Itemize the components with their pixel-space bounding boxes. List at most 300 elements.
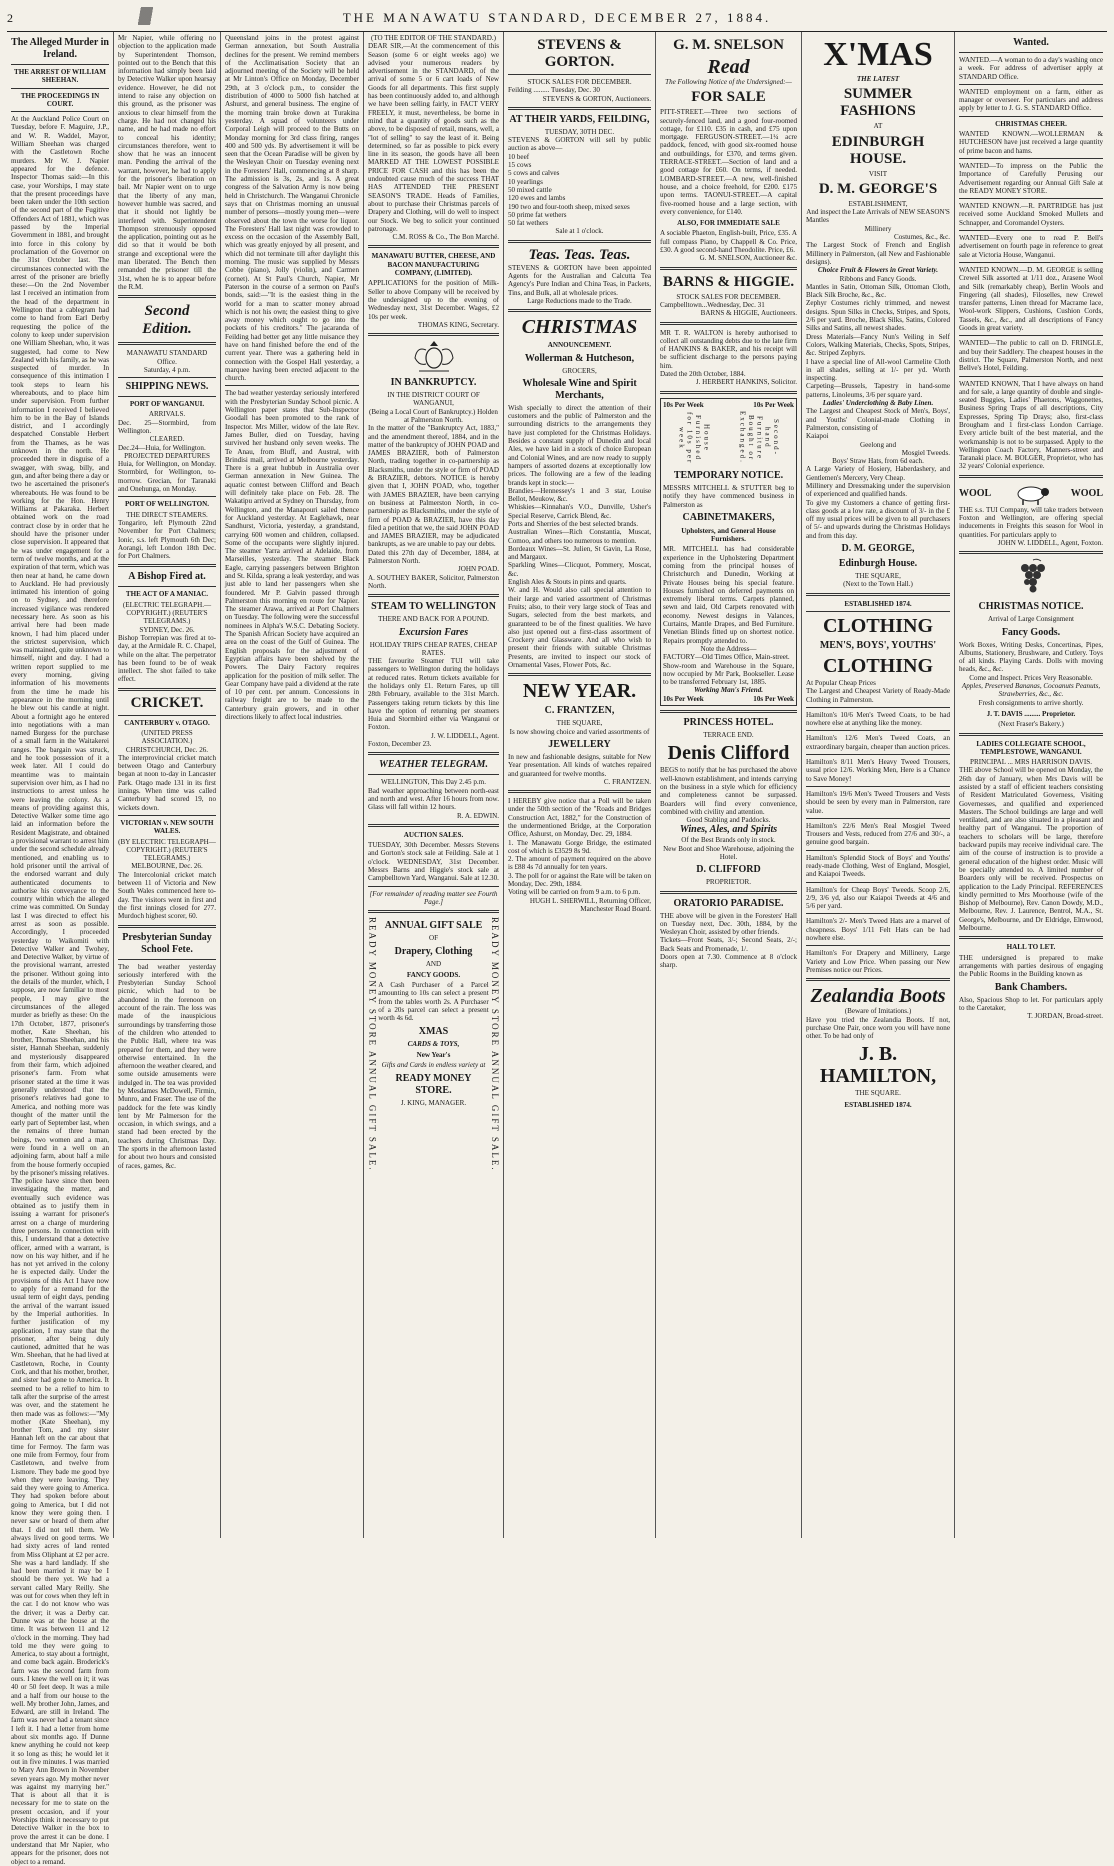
bordeaux-wines: Bordeaux Wines—St. Julien, St Gavin, La Rose, and Margaux.: [508, 544, 651, 562]
column-8: [955, 32, 1107, 1538]
zealandia-boots: Zealandia Boots: [810, 985, 946, 1008]
cleared-heading: CLEARED.: [149, 435, 185, 444]
bishop-place: SYDNEY, Dec. 26.: [139, 625, 195, 634]
ribbons: Ribbons and Fancy Goods.: [839, 274, 917, 283]
bankruptcy-sign: JOHN POAD.: [458, 565, 499, 574]
wanted-heading: Wanted.: [1013, 37, 1049, 48]
column-4: [364, 32, 504, 1538]
divider: [118, 295, 216, 298]
column-3: [221, 32, 364, 1538]
xmas-cards: CARDS & TOYS,: [407, 1039, 460, 1048]
george-name: D. M. GEORGE'S: [818, 180, 938, 197]
remainder-note: [For remainder of reading matter see Fourth Page.]: [369, 889, 498, 906]
hamilton-name: J. B. HAMILTON,: [819, 1043, 937, 1088]
bankruptcy-solicitor: A. SOUTHEY BAKER, Solicitor, Palmerston North.: [368, 573, 499, 590]
steam-subhead-2: HOLIDAY TRIPS CHEAP RATES, CHEAP RATES.: [369, 640, 498, 657]
yards-date: TUESDAY, 30TH DEC.: [544, 127, 615, 136]
per-week-row: [663, 401, 794, 409]
divider: [806, 913, 950, 914]
gift-sale-heading: ANNUAL GIFT SALE: [384, 920, 483, 932]
columns: [7, 32, 1107, 1866]
george-sign: D. M. GEORGE,: [841, 543, 915, 555]
fancy-goods-body: Work Boxes, Writing Desks, Concertinas, Pipes, Albums, Stationery, Brushware, and Cutlery. Toys of all kinds. Playing Cards. Dolls with moving heads, &c., &c.: [959, 640, 1103, 674]
george-square: THE SQUARE,: [855, 572, 901, 581]
princess-hotel-heading: PRINCESS HOTEL.: [683, 717, 774, 729]
teas-end: Large Reductions made to the Trade.: [527, 296, 632, 305]
visit: VISIT: [868, 169, 888, 178]
divider: [959, 84, 1103, 85]
auction-heading: AUCTION SALES.: [403, 830, 464, 839]
newspaper-page: [7, 5, 1107, 1866]
brandies: Brandies—Hennessey's 1 and 3 star, Louise Bellot, Meukow, &c.: [508, 486, 651, 504]
per-week-left-2: 10s Per Week: [663, 694, 704, 703]
upholsters: Upholsters, and General House Furnishers.: [681, 526, 776, 544]
poll-notice-time: Voting will be carried on from 9 a.m. to 6 p.m.: [508, 888, 641, 897]
immediate-sale-heading: ALSO, FOR IMMEDIATE SALE: [677, 219, 780, 228]
divider: [959, 262, 1103, 263]
latest: THE LATEST: [856, 75, 900, 83]
bishop-subhead: THE ACT OF A MANIAC.: [125, 590, 209, 599]
hamilton-2: Hamilton's 12/6 Men's Tweed Coats, an extraordinary bargain, cheaper than auction prices.: [806, 734, 950, 751]
presbyterian-body: The bad weather yesterday seriously interfered with the Presbyterian Sunday School picnic, which had to be abandoned in the forenoon on account of the rain. The loss was made of the inauspicious surroundings by transferring those of the children who attended to the Public Hall, where tea was prepared for them, and they were otherwise entertained. In the afternoon the weather cleared, and some outside amusements were indulged in. The tea was provided by Mesdames McDowell, Firmin, Munro, and Fraser. The use of the paddock for the fete was kindly lent by Mr Palmerson for the occasion, in which swings, and a stand had been erected by the teachers during Christmas Day. The sports in the afternoon lasted for about two hours and consisted of races, games, &c.: [118, 962, 216, 1170]
cricket-credit: (UNITED PRESS ASSOCIATION.): [141, 729, 193, 746]
clifford-sign: D. CLIFFORD: [696, 864, 761, 876]
clifford-body: BEGS to notify that he has purchased the above well-known establishment, and intends carrying on the business in a style which for efficiency and completeness cannot be surpassed. Boarders will find every convenience, combined with civility and attention.: [660, 766, 797, 816]
barns-higgie-heading: BARNS & HIGGIE.: [662, 273, 795, 290]
mens-boys-youths: MEN'S, BOYS', YOUTHS': [819, 639, 937, 651]
wool-left: WOOL: [959, 487, 992, 499]
divider: [806, 786, 950, 787]
snelson-sign: G. M. SNELSON, Auctioneer &c.: [699, 254, 797, 263]
wanted-7: WANTED KNOWN.—D. M. GEORGE is selling Crewel Silk assorted at 1/11 doz., Arasene Wool and Silk (remarkably cheap), Berlin Wools and Fingering (all shades), Filoselles, new Crewel transfer patterns, Linen thread for Macrame lace, Wool-work Slippers, Cushions, Cushion Cords, Tassels, &c., &c., and all descriptions of Fancy Goods in great variety.: [959, 265, 1103, 333]
butter-company-heading: MANAWATU BUTTER, CHEESE, AND BACON MANUFACTURING COMPANY, (LIMITED).: [371, 252, 496, 278]
xmas-heading: X'MAS: [823, 36, 933, 73]
wines-ales: Wines, Ales, and Spirits: [679, 824, 778, 836]
divider: [508, 673, 651, 676]
bankruptcy-court: IN THE DISTRICT COURT OF WANGANUI,: [387, 391, 480, 408]
divider: [118, 496, 216, 497]
establishment: ESTABLISHMENT,: [848, 199, 908, 208]
per-week-left: 10s Per Week: [663, 400, 704, 409]
jewellery-intro: Is now showing choice and varied assortments of: [509, 727, 650, 736]
editor-letter-heading: (TO THE EDITOR OF THE STANDARD.): [370, 34, 497, 42]
gift-sale-ad: [368, 917, 499, 1172]
principal: PRINCIPAL ... MRS HARRISON DAVIS.: [970, 758, 1092, 767]
hamilton-3: Hamilton's 8/11 Men's Heavy Tweed Trousers, usual price 12/6. Working Men, Here is a Chance to Save Money!: [806, 758, 950, 783]
presbyterian-headline: Presbyterian Sunday School Fete.: [122, 931, 212, 955]
per-week-row-2: [663, 695, 794, 703]
poll-notice-list: 1. The Manawatu Gorge Bridge, the estimated cost of which is £3529 8s 9d. 2. The amount of payment required on the above is £88 4s 7d annually for ten years. 3. The poll for or against the Rate will be taken on Monday, Dec. 29th, 1884.: [508, 838, 651, 889]
victoria-place: MELBOURNE, Dec. 26.: [131, 862, 203, 871]
christmas-notice: CHRISTMAS NOTICE.: [978, 601, 1084, 613]
direct-steamers: Tongariro, left Plymouth 22nd November for Port Chalmers; Ionic, s.s. left Plymouth 6th Dec; Aorangi, left London 18th Dec. for Port Chalmers.: [118, 518, 216, 561]
divider: [660, 391, 797, 394]
divider: [660, 267, 797, 270]
divider: [959, 376, 1103, 377]
second-hand-furniture: Second-hand Furniture Bought or Exchanged.: [738, 411, 780, 465]
divider: [368, 594, 499, 597]
costumes: Costumes, &c., &c.: [894, 233, 950, 242]
jewellery-sign: C. FRANTZEN.: [603, 777, 651, 786]
frantzen-square: THE SQUARE,: [556, 719, 603, 728]
bankruptcy-court-2: (Being a Local Court of Bankruptcy.) Holden at Palmerston North.: [369, 407, 498, 424]
column-7: [802, 32, 955, 1538]
barns-sale-line: Campbelltown...Wednesday, Dec. 31: [660, 300, 765, 309]
bankruptcy-heading: IN BANKRUPTCY.: [390, 377, 477, 389]
divider: [368, 333, 499, 336]
summer-fashions: SUMMER FASHIONS: [840, 86, 916, 120]
divider: [118, 815, 216, 816]
stevens-gorton-heading: STEVENS & GORTON.: [537, 37, 622, 70]
at: AT: [873, 122, 883, 131]
divider: [368, 245, 499, 248]
port-wellington: PORT OF WELLINGTON.: [124, 500, 210, 509]
weather-body: Bad weather approaching between north-east and north and west. After 16 hours from now. Glass will fall within 12 hours.: [368, 786, 499, 812]
wool-banner: [959, 482, 1103, 506]
divider: [368, 910, 499, 913]
hall-body: THE undersigned is prepared to make arrangements with parties desirous of engaging the Public Rooms in the Building known as: [959, 953, 1103, 979]
arrivals: Dec. 25—Stormbird, from Wellington.: [118, 418, 216, 435]
popular-prices: At Popular Cheap Prices: [806, 678, 876, 687]
local-news-2: The bad weather yesterday seriously interfered with the Presbyterian Sunday School picnic. A Wellington paper states that Sub-Inspector Goodall has been promoted to the rank of Inspector. Mrs Miller, widow of the late Rev. James Buller, died on Tuesday, having survived her husband only seven weeks. The Te Anau, from Bluff, and Austral, with Brindisi mail, arrived at Melbourne yesterday. There is a great hubbub in Australia over German annexation in New Guinea. The aquatic contest between Clifford and Beach will definitely take place on Feb. 28. The Wakatipu arrived at Sydney on Thursday, from Wellington, and the Manapouri sailed thence for Auckland yesterday. At Eaglehawk, near Sandhurst, Victoria, yesterday, a grandstand, carrying 600 women and children, collapsed. Some of the occupants were slightly injured. The steamer Yarra arrived at Adelaide, from Marseilles, yesterday. The steamer Black Eagle, carrying passengers between Brighton and St. Kilda, sprang a leak yesterday, and was just able to land her passengers when she foundered. Mr P. Galvin passed through Palmerston this morning en route for Napier. The steamer Arawa, arrived at Port Chalmers on Tuesday. The following were the successful nominees in Alpha's W.S.C. Debating Society. The Spanish African Society have acquired an area on the coast of the Gulf of Guinea. The English proposals for the adjustment of Egyptian affairs have been shelved by the Powers. The Dairy Factory requires application for the position of milk seller. The Gear Company have paid a dividend at the rate of 10 per cent. per annum. Concessions in railway freight are to be made to the Canterbury grain growers, and in other directions likely to affect local industries.: [225, 389, 359, 722]
poll-notice-sign: HUGH L. SHERWILL, Returning Officer, Manchester Road Board.: [529, 896, 651, 913]
wanted-8: WANTED—The public to call on D. FRINGLE, and buy their Saddlery. The cheapest houses in the district. The Square, Palmerston North, and next Bellve's Hotel, Feilding.: [959, 339, 1103, 373]
tui-body: THE s.s. TUI Company, will take traders between Foxton and Wellington, are offering special inducements in Freights this season for Wool in quantities. For particulars apply to: [959, 505, 1103, 539]
masthead-title: THE MANAWATU STANDARD, DECEMBER 27, 1884.: [342, 10, 772, 25]
wollerman-hutcheson: Wollerman & Hutcheson,: [524, 352, 635, 364]
divider: [118, 396, 216, 397]
divider: [118, 959, 216, 960]
bishop-credit: (ELECTRIC TELEGRAPH.—COPYRIGHT.) (REUTER'S TELEGRAMS.): [122, 600, 212, 626]
edinburgh-sign: Edinburgh House.: [838, 558, 918, 570]
weather-sign: R. A. EDWIN.: [457, 811, 499, 820]
yards-end: Sale at 1 o'clock.: [555, 227, 604, 236]
teas-body: STEVENS & GORTON have been appointed Agents for the Australian and Calcutta Tea Agency's Pure Indian and China Teas, in Packets, Tins, and Bulk, all at wholesale prices.: [508, 263, 651, 297]
bishop-body: Bishop Torrepian was fired at to-day, at the Armidale R. C. Chapel, while on the altar. The perpetrator has been found to be of weak intellect. The shot failed to take effect.: [118, 633, 216, 684]
for-sale-heading: FOR SALE: [691, 89, 766, 106]
divider: [11, 111, 109, 112]
murder-subhead: THE ARREST OF WILLIAM SHEEHAN.: [14, 68, 106, 85]
clothing-body: The Largest and Cheapest Variety of Ready-Made Clothing in Palmerston.: [806, 687, 950, 704]
mantles: Mantles: [806, 216, 829, 225]
wines-brands: Of the Best Brands only in stock.: [681, 836, 776, 845]
inspect-arrivals: And inspect the Late Arrivals of NEW SEASON'S: [806, 208, 950, 217]
ready-money-manager: J. KING, MANAGER.: [400, 1098, 467, 1107]
clothing-heading-2: CLOTHING: [822, 654, 934, 677]
new-years: New Year's: [416, 1050, 451, 1059]
fruit-flowers: Choice Fruit & Flowers in Great Variety.: [817, 266, 939, 275]
factory-address: FACTORY—Old Times Office, Main-street.: [663, 653, 790, 662]
wholesale-wine: Wholesale Wine and Spirit Merchants,: [522, 377, 637, 401]
fancy-goods: Fancy Goods.: [1001, 626, 1061, 638]
divider: [368, 824, 499, 827]
kaiapoi: Kaiapoi: [806, 432, 829, 441]
divider: [806, 611, 950, 612]
george-body-6: Carpeting—Brussels, Tapestry in hand-some patterns, Linoleums, 3/6 per square yard.: [806, 382, 950, 399]
wanted-4: WANTED—To impress on the Public the Importance of Carefully Perusing our Advertisement regarding our Annual Gift Sale at the READY MONEY STORE.: [959, 161, 1103, 195]
wool-right: WOOL: [1070, 487, 1103, 499]
english-ales: English Ales & Stouts in pints and quarts.: [508, 578, 627, 587]
divider: [959, 116, 1103, 117]
butter-company-body: APPLICATIONS for the position of Milk-Seller to above Company will be received by the undersigned up to the evening of Wednesday next, 31st December. Wages, £2 10s per week.: [368, 279, 499, 321]
denis-clifford: Denis Clifford: [667, 742, 790, 765]
murder-article-continued: Mr Napier, while offering no objection to the application made by Superintendent Thomson, pointed out to the Bench that this information had simply been laid by Detective Walker upon hearsay evidence. However, he did not intend to raise any objection on this ground, as the prisoner was anxious to clear himself from the charge. He had not changed his name, and he had made no effort to conceal his identity; circumstances therefore, went to show that he was an innocent man. Pending the arrival of the warrant, however, he had to apply for the prisoner's liberation on bail. Mr Napier went on to urge that the liberty of any man, however humble was sacred, and that it should not lightly be interfered with. Superintendent Thompson strenuously opposed the application, pointing out as he did so that it would be both strange and exceptional were the man liberated. The Bench then remanded the prisoner till the 31st, when he is to appear before the R.M.: [118, 34, 216, 291]
gift-sale-body: A Cash Purchaser of a Parcel amounting to 10s can select a present from the tables worth 2s. A Purchaser of a 20s parcel can select a present worth 4s 6d.: [378, 981, 489, 1023]
cricket-body: The interprovincial cricket match between Otago and Canterbury began at noon to-day in Lancaster Park. Otago made 131 in its first innings. When time was called Canterbury had scored 19, no wickets down.: [118, 753, 216, 812]
hamilton-6: Hamilton's Splendid Stock of Boys' and Youths' ready-made Clothing, West of England, Mosgiel, and Kaiapoi Tweeds.: [806, 853, 950, 879]
divider: [806, 754, 950, 755]
established-1874-2: ESTABLISHED 1874.: [844, 1100, 912, 1109]
divider: [959, 52, 1103, 53]
divider: [11, 64, 109, 65]
whiskies: Whiskies—Kinnahan's V.O., Dunville, Usher's Special Reserve, Carrick Blend, &c.: [508, 503, 651, 520]
sparkling-wines: Sparkling Wines—Clicquot, Pommery, Moscat, &c.: [508, 561, 651, 578]
editor-letter-sign: C.M. ROSS & Co., The Bon Marché.: [392, 233, 499, 242]
divider: [118, 715, 216, 716]
column-6: [656, 32, 802, 1538]
jewellery-body: In new and fashionable designs, suitable for New Year presentation. All kinds of watches repaired and guaranteed for twelve months.: [508, 752, 651, 778]
walton-date: Dated the 20th October, 1884.: [660, 370, 746, 379]
office-line: MANAWATU STANDARD Office.: [126, 349, 208, 366]
column-1: [7, 32, 114, 1866]
divider: [660, 322, 797, 325]
editor-letter-body: DEAR SIR,—At the commencement of this Season (some 6 or eight weeks ago) we advised your numerous readers by advertisement in the STANDARD, of the arrival of some 5 or 6 cart loads of New Goods for all departments. This first supply has been continuously added to, and although we have been selling fairly, in FACT VERY FREELY, it must, nevertheless, be borne in mind that a quantity of goods such as the above, to be disposed of retail, means, well, a "lot of selling" to say the least of it. Being determined, so far as possible to pick every line in its season, the goods have all been MARKED AT THE LOWEST POSSIBLE PRICE FOR CASH and this has been the undoubted cause much of the success THAT HAS ATTENDED THE PRESENT SEASON'S TRADE. Heads of Families, about to purchase their Christmas parcels of Drapery and Clothing, will do well to inspect our Stock. We beg to solicit your continued patronage.: [368, 42, 499, 233]
projected: Huia, for Wellington, on Monday. Stormbird, for Wellington, to-morrow. Grecian, for Taranaki and Onehunga, on Monday.: [118, 460, 216, 494]
divider: [118, 342, 216, 345]
hamilton-7: Hamilton's for Cheap Boys' Tweeds. Scoop 2/6, 2/9, 3/6 yd, also our Kaiapoi Tweeds at 4/6 and 5/6 per yard.: [806, 885, 950, 911]
established-1874: ESTABLISHED 1874.: [844, 599, 912, 608]
cleared: Dec.24—Huia, for Wellington.: [118, 443, 206, 452]
bankruptcy-date: Dated this 27th day of December, 1884, at Palmerston North.: [368, 548, 499, 566]
feilding-sale-line: Feilding ......... Tuesday, Dec. 30: [508, 86, 600, 95]
office-time: Saturday, 4 p.m.: [143, 365, 191, 374]
ladies-college-heading: LADIES COLLEGIATE SCHOOL, TEMPLESTOWE, WANGANUI.: [976, 739, 1086, 756]
column-5: [504, 32, 656, 1538]
column-2: [114, 32, 221, 1538]
millinery: Millinery: [864, 224, 892, 233]
oratorio-heading: ORATORIO PARADISE.: [673, 897, 784, 909]
cabinetmakers: CABINETMAKERS,: [682, 511, 775, 523]
stabling: Good Stabling and Paddocks.: [686, 816, 771, 825]
gift-sale-of: OF: [428, 934, 439, 943]
divider: [660, 710, 797, 713]
george-body-7: The Largest and Cheapest Stock of Men's, Boys', and Youths' Colonial-made Clothing in Palmerston, consisting of: [806, 407, 950, 432]
divider: [118, 925, 216, 928]
grocers: GROCERS,: [562, 366, 597, 375]
gift-sale-and: AND: [425, 959, 442, 968]
weather-place: WELLINGTON, This Day 2.45 p.m.: [381, 778, 486, 787]
yards-body: STEVENS & GORTON will sell by public auction as above—: [508, 136, 651, 153]
divider: [368, 752, 499, 755]
hall-sign: T. JORDAN, Broad-street.: [1027, 1012, 1103, 1021]
second-edition-heading: Second Edition.: [142, 303, 192, 338]
divider: [959, 198, 1103, 199]
per-week-vertical: [663, 409, 794, 467]
walton-sign: J. HERBERT HANKINS, Solicitor.: [695, 378, 797, 387]
steam-body: THE favourite Steamer TUI will take passengers to Wellington during the holidays at reduced rates. Return tickets available for the holidays only £1. Return Fares, up till 28th February, available to the 31st March. Passengers taking return tickets by this line have the option of returning per steamers Huia and Stormbird either via Wanganui or Foxton.: [368, 657, 499, 732]
wanted-6: WANTED—Every one to read P. Bell's advertisement on fourth page in reference to great sale at Victoria House, Wanganui.: [959, 234, 1103, 259]
george-body-10: To give my Customers a chance of getting first-class goods at a low rate, a discount of 3/- in the £ off my usual prices will be given to all purchasers of 5/- and upwards during the Christmas Holidays and from this day.: [806, 498, 950, 540]
jewellery-heading: JEWELLERY: [548, 738, 611, 750]
hamilton-9: Hamilton's For Drapery and Millinery, Large Variety and Low Price. When passing our New Premises notice our Prices.: [806, 949, 950, 974]
george-body-1: The Largest Stock of French and English Millinery in Palmerston, (all New and Fashionable designs).: [806, 241, 951, 266]
divider: [508, 790, 651, 793]
divider: [660, 891, 797, 894]
divider: [959, 733, 1103, 736]
snelson-heading: G. M. SNELSON: [673, 37, 784, 53]
poll-notice-body: I HEREBY give notice that a Poll will be taken under the 50th section of the "Roads and Bridges Construction Act, 1882," for the Construction of the undermentioned Bridge, at the Corporation Office, Ashurst, on Monday, Dec. 29, 1884.: [508, 797, 651, 839]
hamilton-1: Hamilton's 10/6 Men's Tweed Coats, to be had nowhere else at anything like the money.: [806, 710, 950, 728]
notice-intro: The Following Notice of the Undersigned:—: [665, 78, 792, 86]
xmas-heading: XMAS: [418, 1025, 449, 1037]
christmas-cheer: CHRISTMAS CHEER.: [995, 119, 1067, 128]
stevens-gorton-sign: STEVENS & GORTON, Auctioneers.: [542, 94, 651, 103]
victoria-credit: (BY ELECTRIC TELEGRAPH—COPYRIGHT.) (REUTER'S TELEGRAMS.): [118, 837, 216, 863]
local-news-1: Queensland joins in the protest against German annexation, but South Australia declines for the present. We remind members of the Acclimatisation Society that an adjourned meeting of the Society will be held at Mr Linton's Office on Monday, December 29th, at 3 o'clock p.m., to consider the distribution of 4000 to 5000 fish hatched at Ashurst, and general business. The engine of the morning train broke down at Turakina yesterday. A squad of volunteers under Corporal Leigh will proceed to the Butts on Monday morning for 3rd class firing, ranges 400 and 500 yds. By advertisement it will be seen that the Ocean Paradise will be given by the Wesleyan Choir on Tuesday evening next in the Foresters' Hall, commencing at 8 sharp. The admission is 3s, 2s, and 1s. A great congress of the Salvation Army is now being held in Christchurch. The Wanganui Chronicle says that on Christmas morning an unusual number of persons—mostly young men—were observed about the town the worse for liquor. The Foresters' Hall last night was crowded to excess on the occasion of the Assembly Ball, which was greatly enjoyed by all present, and which did not terminate till after daylight this morning. The music was supplied by Messrs Cobbe (piano), Jolly (violin), and Carmen (cornet). At St Paul's Church, Napier, Mr Paterson in the course of a sermon on Paul's bonds, said:—"It is the easiest thing in the world for a man to scatter money abroad which is not his own; the easiest thing to give away money which ought to go into the pockets of his creditors." The jacaranda of Feilding had better get any little nuisance they have on hand finished before the end of the current year. There was a gathering held in connection with the Gospel Hall yesterday, a marquee having been erected adjacent to the church.: [225, 34, 359, 383]
excursion-fares: Excursion Fares: [398, 626, 469, 638]
bankruptcy-body: In the matter of the "Bankruptcy Act, 1883," and the amendment thereof, 1884, and in the matter of the bankruptcy of JOHN POAD and JAMES BRAZIER, both of Palmerston North, trading together in co-partnership as Blacksmiths, under the style or firm of POAD & BRAZIER, debtors. NOTICE is hereby given that I, JOHN POAD, who, together with JAMES BRAZIER, have been carrying on business at Palmerston North, in co-partnership as Blacksmiths, under the style of firm of POAD & BRAZIER, have this day filed a petition that we, the said JOHN POAD and JAMES BRAZIER, may be adjudicated bankrupts, as we are unable to pay our debts.: [368, 424, 499, 549]
divider: [959, 551, 1103, 554]
torn-corner: [67, 7, 187, 25]
frantzen-name: C. FRANTZEN,: [544, 705, 615, 717]
davis-location: (Next Fraser's Bakery.): [998, 720, 1064, 729]
barns-stock-heading: STOCK SALES FOR DECEMBER.: [676, 292, 781, 301]
house-furnished: House Furnished for 10s per week: [677, 411, 711, 465]
hamilton-8: Hamilton's 2/- Men's Tweed Hats are a marvel of cheapness. Boys' 1/11 Felt Hats can be had nowhere else.: [806, 917, 950, 943]
mosgiel: Mosgiel Tweeds.: [901, 448, 950, 457]
hamilton-4: Hamilton's 19/6 Men's Tweed Trousers and Vests should be seen by every man in Palmerston, rare value.: [806, 789, 950, 815]
working-mans-friend: Working Man's Friend.: [693, 686, 764, 695]
divider: [508, 309, 651, 312]
temporary-notice-heading: TEMPORARY NOTICE.: [673, 469, 784, 481]
gift-sale-fancy: FANCY GOODS.: [406, 970, 461, 979]
divider: [368, 774, 499, 775]
masthead: [7, 5, 1107, 32]
divider: [508, 74, 651, 75]
hall-body-2: Also, Spacious Shop to let. For particulars apply to the Caretaker,: [959, 995, 1103, 1012]
divider: [806, 978, 950, 981]
wanted-3: WANTED KNOWN.—WOLLERMAN & HUTCHESON have just received a large quantity of prime bacon and hams.: [959, 130, 1103, 155]
george-body-5: I have a special line of All-wool Carmelite Cloth in all shades, selling at 1/- per yd. Worth inspecting.: [806, 357, 950, 383]
australian-wines: Australian Wines—Rich Constantia, Muscat, Comoo, and others too numerous to mention.: [508, 528, 651, 545]
divider: [959, 475, 1103, 478]
george-body-4: Dress Materials—Fancy Nun's Veiling in Self Colors, Walking Materials, Checks, Spots, Stripes, &c. Striped Zephyrs.: [806, 332, 950, 358]
divider: [508, 240, 651, 243]
divider: [118, 564, 216, 567]
ports-sherries: Ports and Sherries of the best selected brands.: [508, 519, 639, 528]
yards-heading: AT THEIR YARDS, FEILDING,: [509, 113, 650, 125]
divider: [806, 945, 950, 946]
wanted-1: WANTED.—A woman to do a day's washing once a week. For address of advertiser apply at STANDARD Office.: [959, 56, 1103, 81]
auction-body: TUESDAY, 30th December. Messrs Stevens and Gorton's stock sale at Feilding. Sale at 1 o'clock. WEDNESDAY, 31st December. Messrs Barns and Higgie's stock sale at Campbelltown Yard, Wanganui. Sale at 12.30.: [368, 841, 499, 883]
divider: [806, 850, 950, 851]
christmas-heading: CHRISTMAS: [521, 316, 638, 339]
hall-to-let-heading: HALL TO LET.: [1006, 943, 1056, 952]
yards-list: 10 beef 15 cows 5 cows and calves 10 yearlings 50 mixed cattle 120 ewes and lambs 190 two and four-tooth sheep, mixed sexes 50 prime fat wethers 50 fat wethers: [508, 152, 630, 228]
direct-steamers-heading: THE DIRECT STEAMERS.: [126, 510, 208, 519]
teas-heading: Teas. Teas. Teas.: [528, 246, 631, 263]
wanted-5: WANTED KNOWN.—R. PARTRIDGE has just received some Auckland Smoked Mullets and Schnapper, and Coromandel Oysters.: [959, 202, 1103, 227]
clifford-proprietor: PROPRIETOR.: [705, 878, 751, 887]
sheep-icon: [1009, 482, 1053, 506]
weather-heading: WEATHER TELEGRAM.: [379, 759, 488, 771]
george-body-3: Zephyr Costumes richly trimmed, and newest designs. Spun Silks in Checks, Stripes, and Spots, 2/6 per yard. Broche, Black Silks, Satins, Colored Silks and Satins, all newest shades.: [806, 299, 950, 333]
george-body-8: A Large Variety of Hosiery, Haberdashery, and Gentlemen's Mercery, Very Cheap.: [806, 465, 950, 482]
george-body-2: Mantles in Satin, Ottoman Silk, Ottoman Cloth, Black Silk Broche, &c., &c.: [806, 282, 950, 300]
steam-sign: J. W. LIDDELL, Agent.: [431, 731, 499, 740]
note-address: Note the Address—: [700, 644, 757, 653]
wollerman-body: Wish specially to direct the attention of their customers and the public of Palmerston and the surrounding districts to the arrangements they have just completed for the Christmas Holidays. Besides a constant supply of Dunedin and local Ales, we have laid in a stock of choice European and Colonial Wines, and are now ready to supply hampers of assorted dozens at exceptionally low prices. The following are a few of the leading brands kept in stock:—: [508, 403, 651, 487]
steam-subhead: THERE AND BACK FOR A POUND.: [378, 615, 489, 624]
divider: [368, 886, 499, 887]
divider: [225, 385, 359, 386]
tui-sign: JOHN W. LIDDELL, Agent, Foxton.: [997, 538, 1103, 547]
victoria-body: The Intercolonial cricket match between 11 of Victoria and New South Wales commenced here to-day. The visitors went in first and the first innings closed for 277. Murdoch highest scorer, 60.: [118, 870, 216, 921]
come-inspect: Come and Inspect. Prices Very Reasonable.: [969, 673, 1093, 682]
oratorio-body: THE above will be given in the Foresters' Hall on Tuesday next, Dec. 30th, 1884, by the Wesleyan Choir, assisted by other friends.: [660, 911, 797, 937]
divider: [118, 586, 216, 587]
per-week-right: 10s Per Week: [753, 400, 794, 409]
divider: [959, 335, 1103, 336]
boot-warehouse: New Boot and Shoe Warehouse, adjoining the Hotel.: [663, 844, 794, 861]
murder-subhead-2: THE PROCEEDINGS IN COURT.: [20, 91, 100, 108]
cricket-subhead: CANTERBURY v. OTAGO.: [124, 718, 210, 727]
for-sale-body: PITT-STREET.—Three two sections of securely-fenced land, and a good four-roomed cottage, for £110. £35 in cash, and £75 upon mortgage. FERGUSON-STREET.—1¼ acre paddock, fenced, with good six-roomed house and outbuildings, for £370, and terms given. TERRACE-STREET.—Section of land and a good cottage for £60. On terms, if needed. LOMBARD-STREET.—A new, well-finished house, and a choice freehold, for £200. £175 upon terms. TAONUI-STREET.—A capital five-roomed house and a large section, with every convenience, for £140.: [660, 108, 797, 216]
wollerman-body-2: W. and H. Would also call special attention to their large and varied assortment of Christmas Fruits; also, to their very large stock of Teas and Sugars, selected from the best markets, and guaranteed to be of the finest qualities. We have also just opened out a first-class assortment of Crockery and Glassware. And all who wish to present their friends with suitable Christmas Presents, are invited to inspect our stock of Ornamental Vases, Flower Pots, &c.: [508, 586, 651, 670]
school-body: THE above School will be opened on Monday, the 26th day of January, when Mrs Davis will be assisted by a staff of efficient teachers consisting of Resident Matriculated Governess, Visiting Governesses, and qualified and experienced Masters. The School buildings are large and well ventilated, and are also situated in a pleasant and healthy part of Wanganui. The proportion of teachers to scholars will be large, therefore backward pupils may receive individual care. The aim of the course of instruction is to provide a general education of the highest order. Music will be specially attended to. A limited number of Boarders only will be received. Prospectus on application to the Lady Principal. REFERENCES kindly permitted to Mrs Moorhouse (wife of the Bishop of Melbourne), Rev. Canon Dowdy, M.D., Melbourne, Rev. J. Laurence, Bentrol, M.A., St. George's, Melbourne, and Dr Eldridge, Elmwood, Melbourne.: [959, 766, 1103, 933]
temporary-notice-body-2: MR. MITCHELL has had considerable experience in the Upholstering Department coming from the principal houses of Christchurch and Dunedin, Working at Private Houses being his special feature. Houses furnished on deferred payments on extremely liberal terms. Carpets planned, sewn and laid, Old Carpets renovated with economy. Newest designs in Valances, Curtains, Mantle Drapes, and Bed Furniture. Venetian Blinds fitted up on shortest notice. Repairs promptly attended to.: [663, 545, 794, 645]
stock-sales-heading: STOCK SALES FOR DECEMBER.: [527, 78, 632, 86]
divider: [806, 730, 950, 731]
oratorio-tickets: Tickets—Front Seats, 3/-; Second Seats, 2/-; Back Seats and Promenade, 1/.: [660, 936, 797, 953]
hamilton-square: THE SQUARE.: [855, 1089, 901, 1098]
wanted-9: WANTED KNOWN, That I have always on hand and for sale, a large quantity of double and single-seated Buggies, Ladies' Phaetons, Waggonettes, Business Spring Traps of all descriptions, City Expresses, Spring Tip Drays; also, first-class Brougham and 1 first-class London Carriage. Every article built of the best material, and the workmanship is not to be surpassed. Apply to the Wellington Coach Factory, Manners-street and Taranaki place. M. BOLGER, Proprietor, who has 32 years' Colonial experience.: [959, 379, 1103, 471]
divider: [806, 818, 950, 819]
royal-crest-icon: [409, 340, 459, 374]
gift-sale-vertical-left: READY MONEY STORE ANNUAL GIFT SALE.: [367, 917, 378, 1172]
showroom-address: Show-room and Warehouse in the Square, now occupied by Mr Park, Bookseller. Lease to be transferred February 1st, 1885.: [663, 661, 794, 687]
temporary-notice-body: MESSRS MITCHELL & STUTTER beg to notify they have commenced business in Palmerston as: [663, 483, 794, 509]
murder-headline: The Alleged Murder in Ireland.: [11, 37, 109, 60]
barns-sign: BARNS & HIGGIE, Auctioneers.: [700, 309, 797, 318]
butter-company-sign: THOMAS KING, Secretary.: [417, 320, 499, 329]
town-hall: (Next to the Town Hall.): [843, 580, 913, 589]
arrival-consignment: Arrival of Large Consignment: [988, 615, 1074, 624]
fresh-consignments: Fresh consignments to arrive shortly.: [978, 698, 1084, 707]
boots-body: Have you tried the Zealandia Boots. If not, purchase One Pair, once worn you will have none other. To be had only of: [806, 1015, 950, 1041]
gift-sale-items: Drapery, Clothing: [394, 945, 473, 957]
divider: [11, 88, 109, 89]
grapes-icon: [1011, 558, 1051, 598]
steam-date: Foxton, December 23.: [368, 740, 432, 749]
immediate-sale-body: A sociable Phaeton, English-built, Price, £35. A full compass Piano, by Chappell & Co. Price, £30. A good second-hand Theodolite. Price, £6.: [660, 229, 797, 255]
divider: [118, 688, 216, 691]
bank-chambers: Bank Chambers.: [994, 981, 1068, 993]
apples: Apples, Preserved Bananas, Cocoanuts Peanuts, Strawberries, &c., &c.: [961, 682, 1101, 699]
steam-heading: STEAM TO WELLINGTON: [371, 601, 496, 613]
per-week-box: [660, 398, 797, 706]
ready-money-store: READY MONEY STORE.: [395, 1072, 472, 1096]
divider: [508, 107, 651, 110]
clothing-heading: CLOTHING: [822, 614, 934, 637]
cricket-headline: CRICKET.: [130, 694, 204, 711]
divider: [959, 936, 1103, 939]
wanted-2: WANTED employment on a farm, either as manager or overseer. For particulars and address apply by letter to J. G. S. STANDARD Office.: [959, 87, 1103, 113]
cricket-place: CHRISTCHURCH, Dec. 26.: [125, 745, 209, 754]
gifts-cards: Gifts and Cards in endless variety at: [381, 1061, 486, 1070]
divider: [806, 593, 950, 596]
victoria-subhead: VICTORIAN v. NEW SOUTH WALES.: [120, 818, 214, 836]
